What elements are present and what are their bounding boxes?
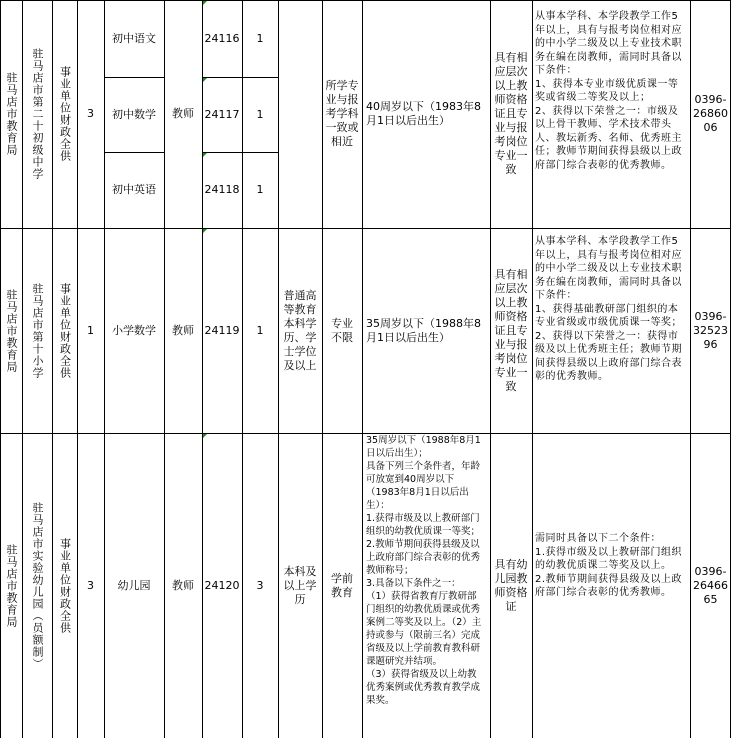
education-cell: 普通高等教育本科学历、学士学位及以上 xyxy=(283,288,317,372)
employer-cell: 驻马店市教育局 xyxy=(5,543,18,628)
category-cell: 教师 xyxy=(172,107,194,120)
requirement-cell: 从事本学科、本学段教学工作5年以上，具有与报考岗位相对应的中小学二级及以上专业技术职务在编在岗教师，需同时具备以下条件： 1、获得基础教研部门组织的本专业省级或市级优质课一等奖； 2、获得以下荣誉之一：获得市级及以上优秀班主任；教师节期间获得县级以上政府部门综合表彰的优秀教师。 xyxy=(535,236,682,382)
cell-marker xyxy=(203,78,207,82)
cell-marker xyxy=(203,1,207,5)
category-cell: 教师 xyxy=(172,578,194,592)
requirement-cell: 需同时具备以下二个条件： 1.获得市级及以上教研部门组织的幼教优质课二等奖及以上。 2.教师节期间获得县级及以上政府部门综合表彰的优秀教师。 xyxy=(535,533,683,598)
phone-cell: 0396-3252396 xyxy=(693,309,728,351)
requirement-cell: 从事本学科、本学段教学工作5年以上，具有与报考岗位相对应的中小学二级及以上专业技术职务在编在岗教师，需同时具备以下条件： 1、获得本专业市级优质课一等奖或省级二等奖及以上； 2、获得以下荣誉之一：市级及以上骨干教师、学术技术带头人、教坛新秀、名师、优秀班主任；教师节期间获得县级以上政府部门综合表彰的优秀教师。 xyxy=(535,11,682,171)
certificate-cell: 具有相应层次以上教师资格证且专业与报考岗位专业一致 xyxy=(494,51,528,176)
position-name-cell: 初中语文 xyxy=(112,31,156,45)
position-name-cell: 初中英语 xyxy=(112,183,156,196)
major-cell: 专业不限 xyxy=(331,316,353,344)
funding-cell: 事业单位财政全供 xyxy=(58,537,72,634)
school-cell: 驻马店市第十小学 xyxy=(31,282,44,379)
major-cell: 所学专业与报考学科一致或相近 xyxy=(325,79,359,148)
phone-cell: 0396-2686006 xyxy=(693,93,728,134)
position-name-cell: 初中数学 xyxy=(112,107,156,121)
cell-marker xyxy=(203,153,207,157)
position-name-cell: 小学数学 xyxy=(112,323,156,337)
certificate-cell: 具有幼儿园教师资格证 xyxy=(494,557,528,613)
position-num-cell: 1 xyxy=(256,323,264,337)
cell-marker xyxy=(203,229,207,233)
age-cell: 35周岁以下（1988年8月1日以后出生）； 具备下列三个条件者，年龄可放宽到40周岁以下（1983年8月1日以后出生）： 1.获得市级及以上教研部门组织的幼教优质课一等奖； 2.教师节期间获得县级及以上政府部门综合表彰的优秀教师称号； 3.具备以下条件之一： （1）获得省教育厅教研部门组织的幼教优质课或优秀案例二等奖及以上。（2）主持或参与（限前三名）完成省级及以上学前教育教科研课题研究并结项。 （3）获得省级及以上幼教优秀案例或优秀教育教学成果奖。 xyxy=(366,435,482,706)
school-cell: 驻马店市实验幼儿园（员额制） xyxy=(31,501,44,670)
phone-cell: 0396-2646665 xyxy=(693,564,728,606)
position-num-cell: 3 xyxy=(256,578,264,592)
major-cell: 学前教育 xyxy=(331,571,353,599)
position-name-cell: 幼儿园 xyxy=(117,578,151,592)
employer-cell: 驻马店市教育局 xyxy=(5,288,18,373)
count-cell: 3 xyxy=(87,578,94,592)
position-num-cell: 1 xyxy=(256,107,264,121)
category-cell: 教师 xyxy=(172,323,194,337)
employer-cell: 驻马店市教育局 xyxy=(5,72,18,156)
position-code-cell: 24118 xyxy=(204,183,240,196)
position-code-cell: 24117 xyxy=(204,107,240,121)
position-code-cell: 24119 xyxy=(204,323,240,337)
position-num-cell: 1 xyxy=(256,31,264,45)
age-cell: 35周岁以下（1988年8月1日以后出生） xyxy=(366,316,481,344)
certificate-cell: 具有相应层次以上教师资格证且专业与报考岗位专业一致 xyxy=(494,267,528,393)
funding-cell: 事业单位财政全供 xyxy=(58,66,72,162)
funding-cell: 事业单位财政全供 xyxy=(58,282,72,379)
count-cell: 1 xyxy=(87,323,94,337)
age-cell: 40周岁以下（1983年8月1日以后出生） xyxy=(366,100,481,127)
education-cell: 本科及以上学历 xyxy=(283,564,317,606)
position-code-cell: 24116 xyxy=(204,31,240,45)
school-cell: 驻马店市第二十初级中学 xyxy=(31,48,44,180)
position-num-cell: 1 xyxy=(256,183,264,196)
position-code-cell: 24120 xyxy=(204,578,240,592)
cell-marker xyxy=(203,434,207,438)
count-cell: 3 xyxy=(87,107,94,120)
